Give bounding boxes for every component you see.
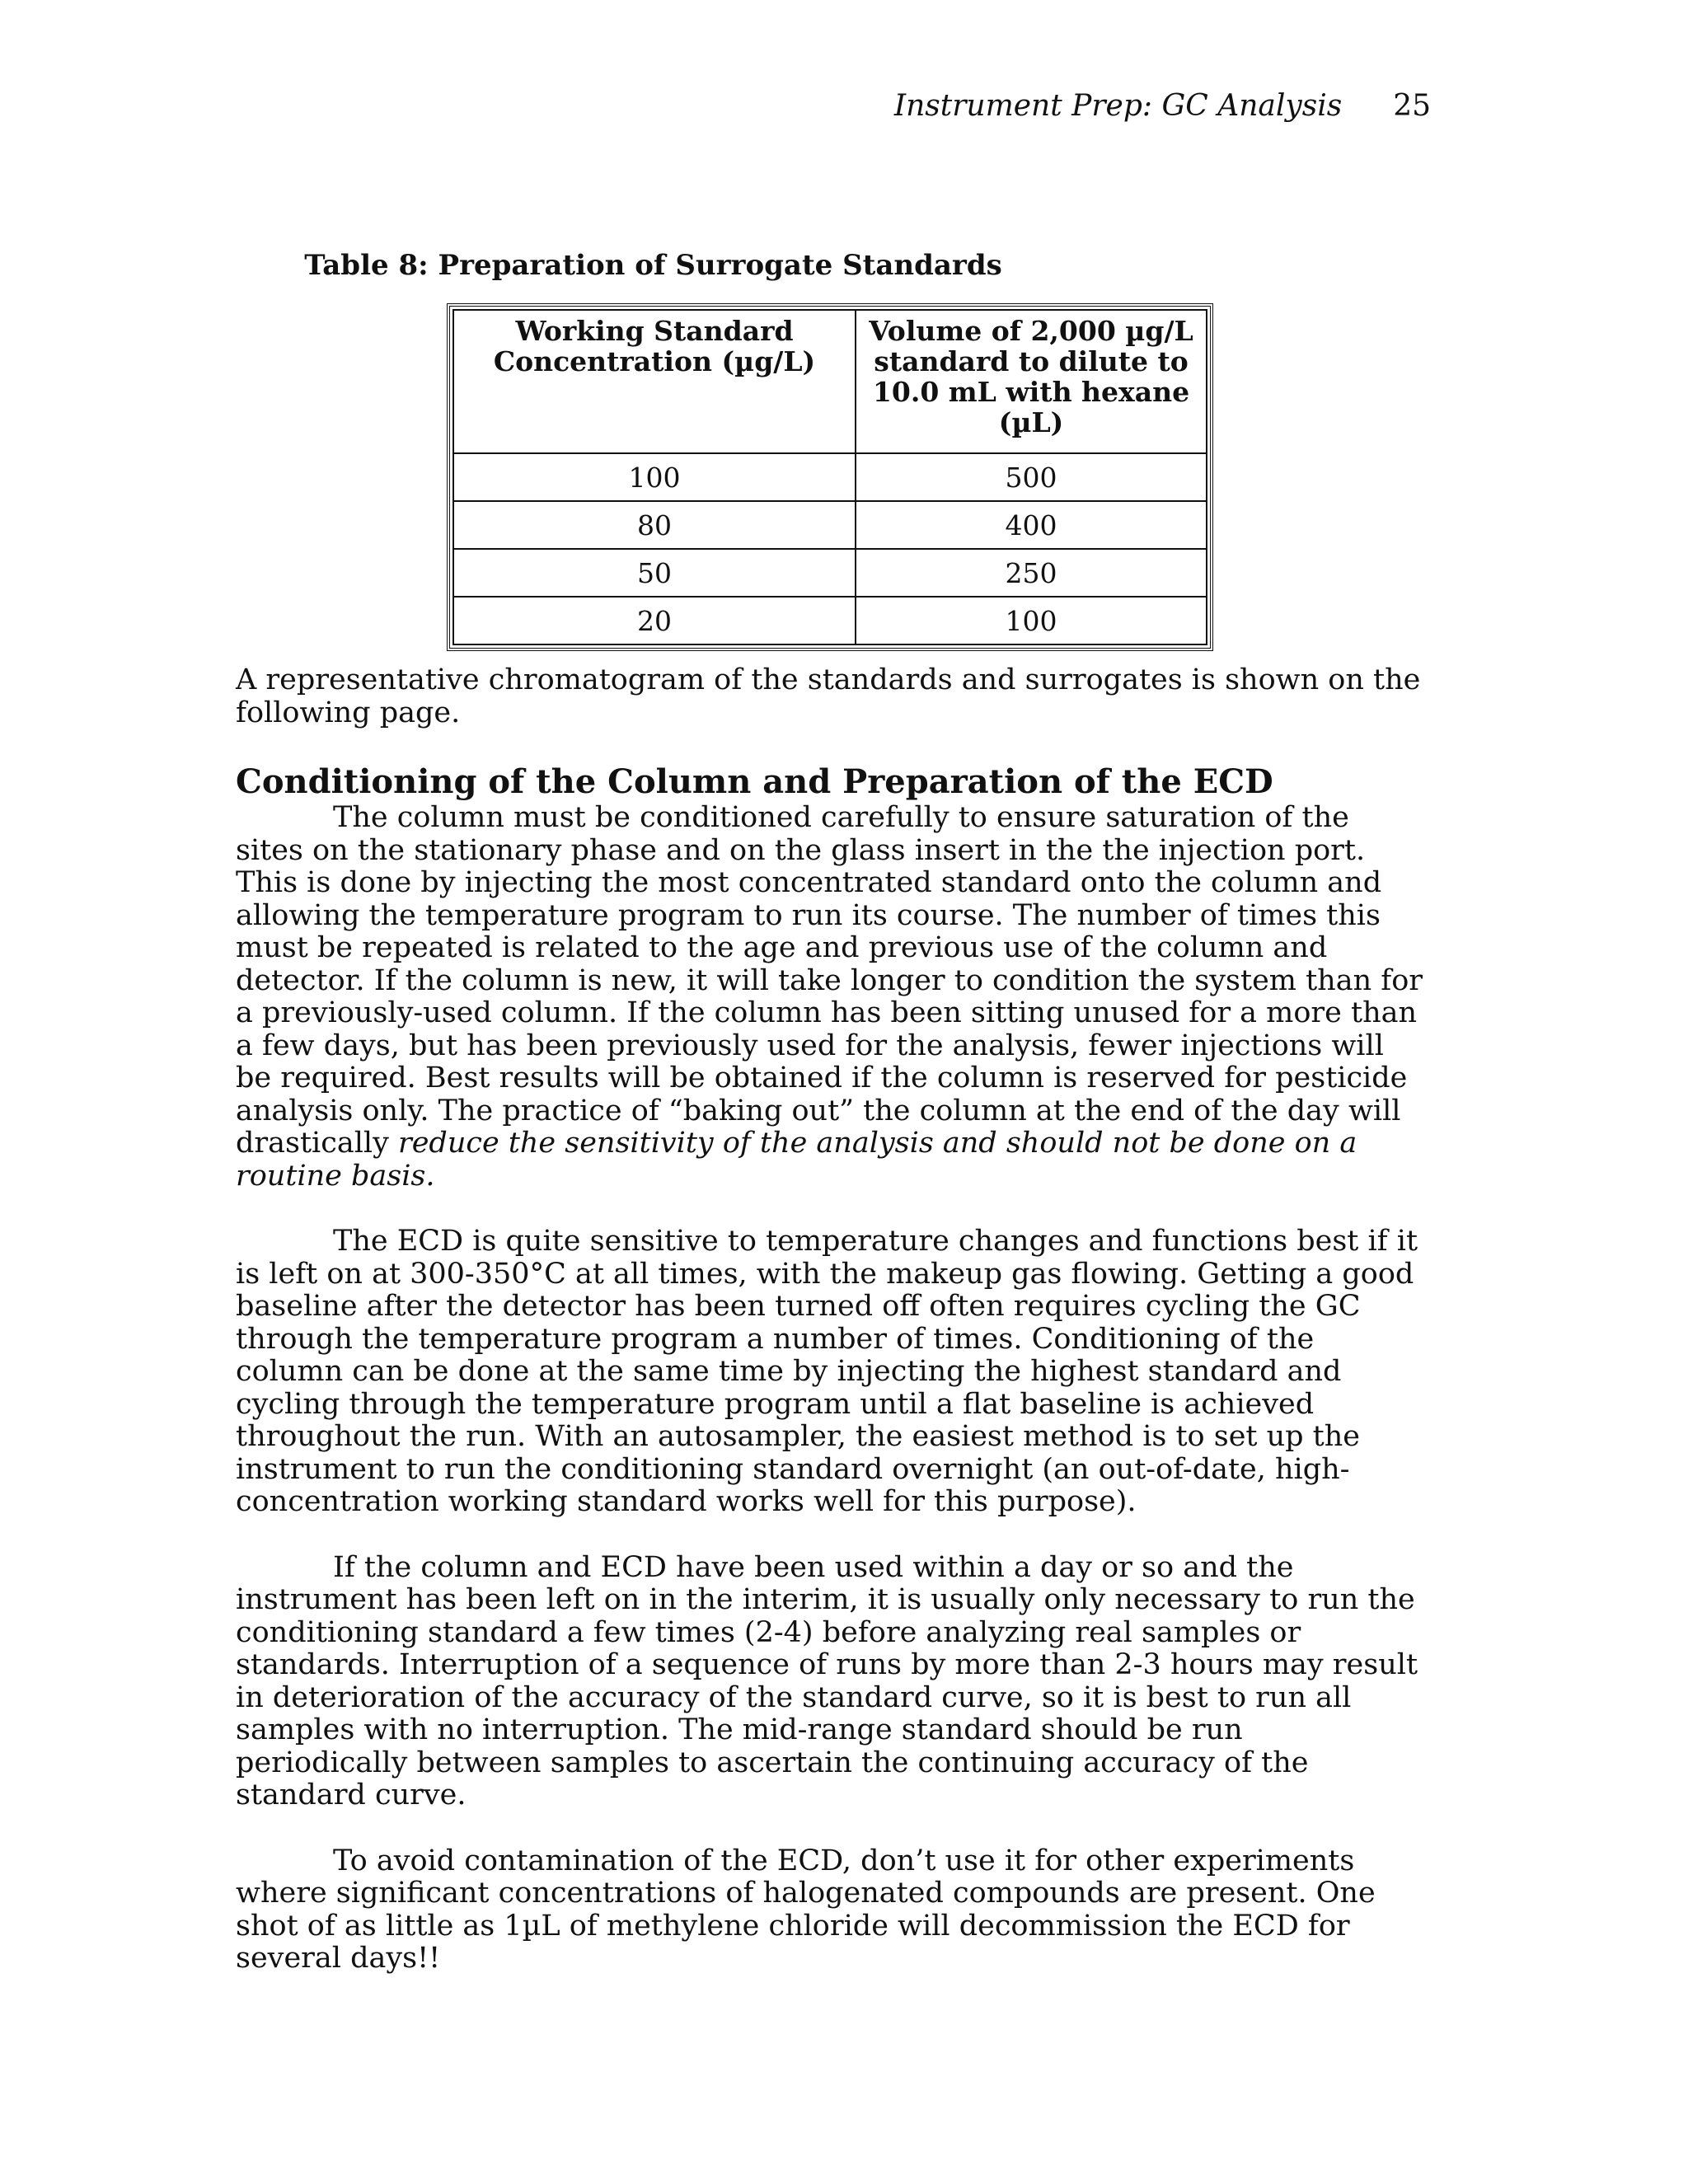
table-row (453, 549, 1207, 597)
table-cell: 100 (856, 597, 1207, 644)
running-header (894, 89, 1431, 123)
table-cell: 80 (453, 501, 856, 549)
table-cell: 100 (453, 453, 856, 501)
paragraph-conditioning-runs: If the column and ECD have been used within a day or so and the instrument has been left on in the interim, it is usually only necessary to run the conditioning standard a few times (2-4) before analyzing real samples or standards. Interruption of a sequence of runs by more than 2-3 hours may result in deterioration of the accuracy of the standard curve, so it is best to run all samples with no interruption. The mid-range standard should be run periodically between samples to ascertain the continuing accuracy of the standard curve. (236, 1550, 1418, 1811)
intro-paragraph: A representative chromatogram of the standards and surrogates is shown on the following page. (236, 663, 1421, 729)
page-number: 25 (1393, 89, 1431, 123)
paragraph-text: The column must be conditioned carefully to ensure saturation of the sites on the stationary phase and on the glass insert in the the injection port. This is done by injecting the most concentrated standard onto the column and allowing the temperature program to run its course. The number of times this must be repeated is related to the age and previous use of the column and detector. If the column is new, it will take longer to condition the system than for a previously-used column. If the column has been sitting unused for a more than a few days, but has been previously used for the analysis, fewer injections will be required. Best results will be obtained if the column is reserved for pesticide analysis only. The practice of “baking out” the column at the end of the day will drastically (236, 801, 1423, 1160)
body-text (236, 664, 1423, 1975)
paragraph-column-conditioning (236, 802, 1423, 1193)
column-header: Volume of 2,000 µg/L standard to dilute to 10.0 mL with hexane (µL) (856, 310, 1207, 453)
paragraph-ecd-temperature: The ECD is quite sensitive to temperature changes and functions best if it is left on at 300-350°C at all times, with the makeup gas flowing. Getting a good baseline after the detector has been turned off often requires cycling the GC through the temperature program a number of times. Conditioning of the column can be done at the same time by injecting the highest standard and cycling through the temperature program until a flat baseline is achieved throughout the run. With an autosampler, the easiest method is to set up the instrument to run the conditioning standard overnight (an out-of-date, high-concentration working standard works well for this purpose). (236, 1225, 1418, 1518)
running-header-title: Instrument Prep: GC Analysis (893, 89, 1343, 123)
table-row (453, 597, 1207, 644)
table-header-row (453, 310, 1207, 453)
paragraph-contamination-warning: To avoid contamination of the ECD, don’t use it for other experiments where significant concentrations of halogenated compounds are present. One shot of as little as 1µL of methylene chloride will decommission the ECD for several days!! (236, 1844, 1376, 1975)
column-header: Working Standard Concentration (µg/L) (453, 310, 856, 453)
table-row (453, 501, 1207, 549)
emphasis-text: reduce the sensitivity of the analysis and should not be done on a routine basis. (236, 1127, 1357, 1193)
surrogate-standards-table (447, 303, 1213, 651)
section-heading: Conditioning of the Column and Preparation of the ECD (236, 762, 1273, 801)
table-cell: 400 (856, 501, 1207, 549)
table-caption: Table 8: Preparation of Surrogate Standards (304, 249, 1002, 282)
table-cell: 500 (856, 453, 1207, 501)
table-cell: 20 (453, 597, 856, 644)
table-cell: 250 (856, 549, 1207, 597)
table-row (453, 453, 1207, 501)
table-cell: 50 (453, 549, 856, 597)
